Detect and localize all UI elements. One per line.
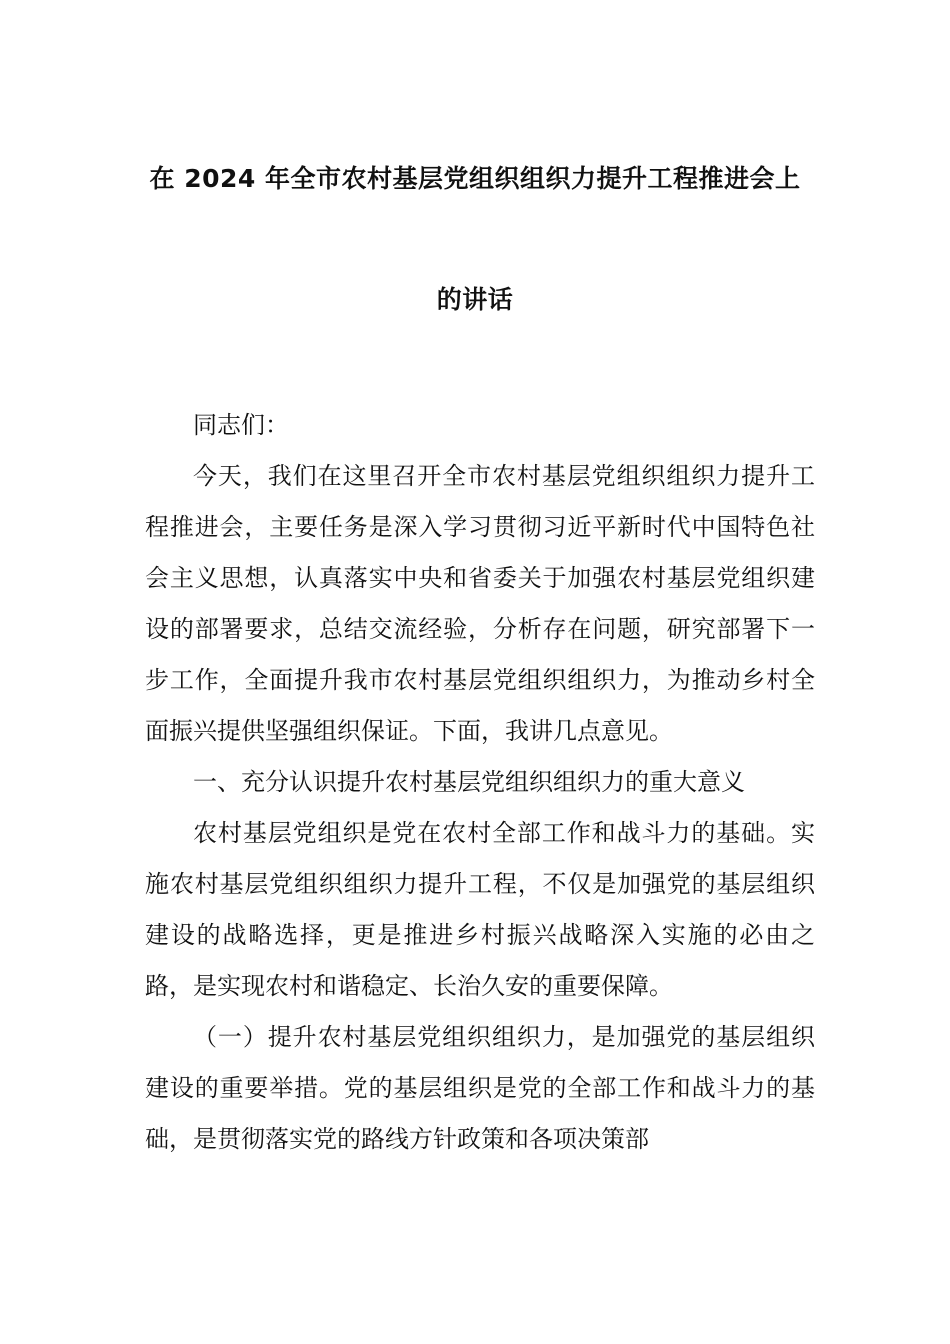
body-paragraph-intro: 今天，我们在这里召开全市农村基层党组织组织力提升工程推进会，主要任务是深入学习贯彻习近平新时代中国特色社会主义思想，认真落实中央和省委关于加强农村基层党组织建设的部署要求，总结交流经验，分析存在问题，研究部署下一步工作，全面提升我市农村基层党组织组织力，为推动乡村全面振兴提供坚强组织保证。下面，我讲几点意见。	[145, 462, 815, 745]
document-body	[145, 400, 815, 1165]
section-heading-1: 一、充分认识提升农村基层党组织组织力的重大意义	[193, 768, 745, 796]
body-paragraph-subsection-1: （一）提升农村基层党组织组织力，是加强党的基层组织建设的重要举措。党的基层组织是党的全部工作和战斗力的基础，是贯彻落实党的路线方针政策和各项决策部	[145, 1023, 815, 1153]
document-title-line-1: 在 2024 年全市农村基层党组织组织力提升工程推进会上	[149, 164, 801, 193]
document-title-line-2: 的讲话	[436, 285, 514, 314]
body-paragraph: 农村基层党组织是党在农村全部工作和战斗力的基础。实施农村基层党组织组织力提升工程，不仅是加强党的基层组织建设的战略选择，更是推进乡村振兴战略深入实施的必由之路，是实现农村和谐稳定、长治久安的重要保障。	[145, 819, 815, 1000]
salutation: 同志们：	[193, 411, 289, 439]
